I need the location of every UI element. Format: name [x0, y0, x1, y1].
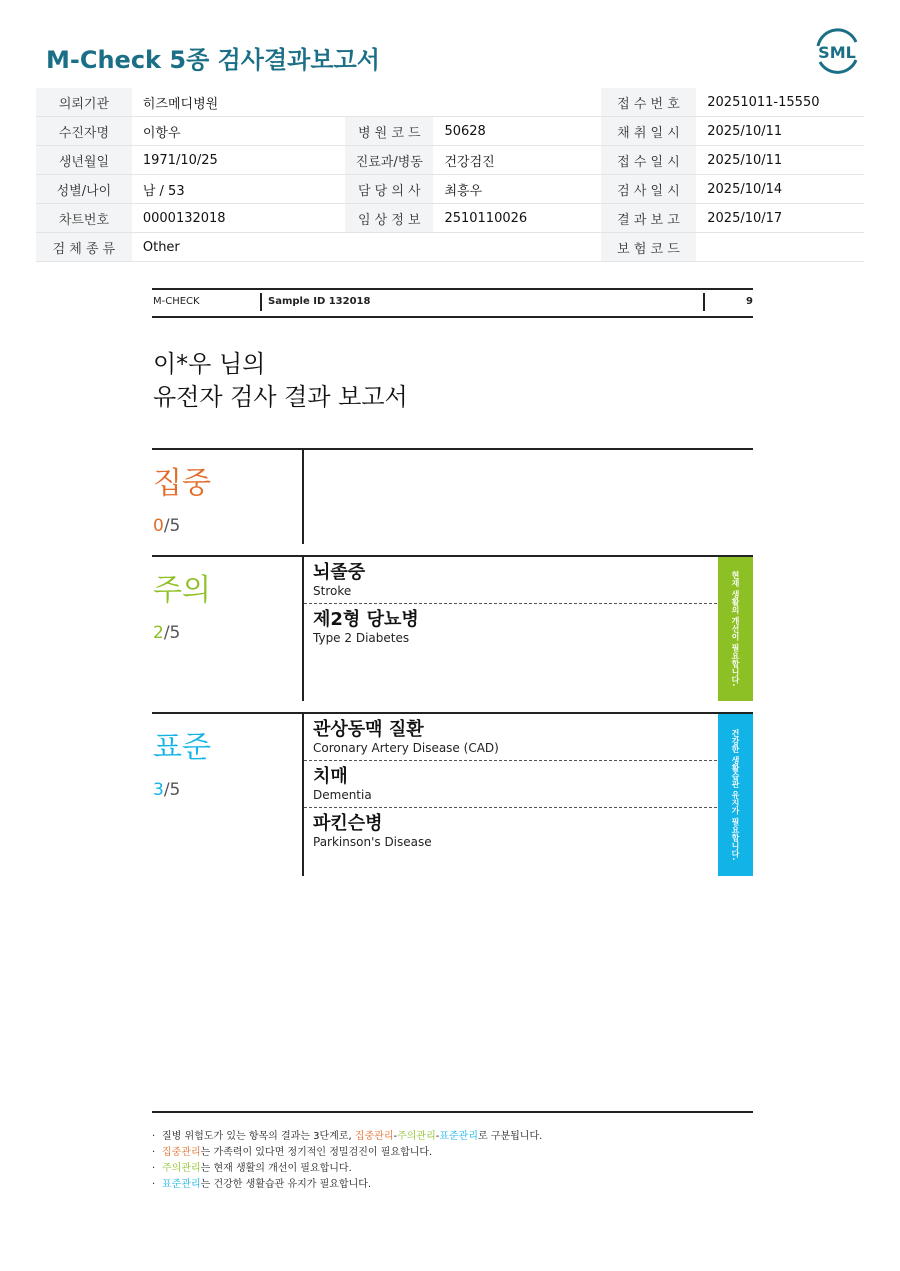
- info-value: [433, 233, 600, 262]
- section-standard: [152, 712, 753, 876]
- info-label: 성별/나이: [36, 175, 132, 204]
- info-value: 1971/10/25: [132, 146, 345, 175]
- risk-count: 2/5: [153, 623, 181, 643]
- notes: [152, 1111, 753, 1193]
- info-label: 접 수 번 호: [601, 88, 697, 117]
- note-2: · 집중관리는 가족력이 있다면 정기적인 정밀검진이 필요합니다.: [152, 1147, 433, 1158]
- risk-level-label: 표준: [153, 730, 211, 765]
- info-label: 검 체 종 류: [36, 233, 132, 262]
- info-label: 접 수 일 시: [601, 146, 697, 175]
- sml-logo: [812, 28, 862, 76]
- info-value: 2510110026: [433, 204, 600, 233]
- info-row: [36, 117, 864, 146]
- info-value: 20251011-15550: [696, 88, 864, 117]
- info-value: 50628: [433, 117, 600, 146]
- disease-item: [304, 761, 717, 808]
- advice-bar: 건강한 생활습관 유지가 필요합니다.: [718, 714, 753, 876]
- info-value: 2025/10/11: [696, 146, 864, 175]
- report-brand: M-CHECK: [153, 296, 200, 307]
- disease-item: [304, 604, 717, 650]
- risk-count: 3/5: [153, 780, 181, 800]
- sample-id: Sample ID 132018: [260, 293, 370, 311]
- info-label: [345, 88, 433, 117]
- note-4: · 표준관리는 건강한 생활습관 유지가 필요합니다.: [152, 1179, 372, 1190]
- info-label: 병 원 코 드: [345, 117, 433, 146]
- section-label-area: [152, 557, 304, 701]
- info-label: 진료과/병동: [345, 146, 433, 175]
- info-label: 수진자명: [36, 117, 132, 146]
- disease-item: [304, 808, 717, 854]
- disease-name-ko: 파킨슨병: [313, 813, 383, 834]
- info-row: [36, 146, 864, 175]
- disease-list: [304, 557, 717, 650]
- disease-name-en: Dementia: [313, 788, 372, 802]
- info-row: [36, 233, 864, 262]
- info-value: 2025/10/17: [696, 204, 864, 233]
- note-1: · 질병 위험도가 있는 항목의 결과는 3단계로, 집중관리-주의관리-표준관리로 구분됩니다.: [152, 1131, 543, 1142]
- info-label: 보 험 코 드: [601, 233, 697, 262]
- risk-level-label: 주의: [153, 573, 211, 608]
- info-row: [36, 88, 864, 117]
- report-header: [152, 288, 753, 318]
- risk-count: 0/5: [153, 516, 181, 536]
- disease-name-ko: 치매: [313, 766, 348, 787]
- info-label: 임 상 정 보: [345, 204, 433, 233]
- info-label: 결 과 보 고: [601, 204, 697, 233]
- note-3: · 주의관리는 현재 생활의 개선이 필요합니다.: [152, 1163, 352, 1174]
- risk-level-label: 집중: [153, 466, 211, 501]
- info-row: [36, 175, 864, 204]
- greeting-line-2: 유전자 검사 결과 보고서: [153, 383, 408, 411]
- info-label: 의뢰기관: [36, 88, 132, 117]
- report-greeting: [153, 348, 408, 414]
- info-label: 담 당 의 사: [345, 175, 433, 204]
- disease-name-ko: 제2형 당뇨병: [313, 609, 419, 630]
- advice-bar: 현재 생활의 개선이 필요합니다.: [718, 557, 753, 701]
- info-row: [36, 204, 864, 233]
- section-focus: [152, 448, 753, 544]
- page-title: M-Check 5종 검사결과보고서: [46, 46, 380, 74]
- info-value: 건강검진: [433, 146, 600, 175]
- disease-name-en: Type 2 Diabetes: [313, 631, 410, 645]
- disease-name-en: Parkinson's Disease: [313, 835, 432, 849]
- info-value: 2025/10/11: [696, 117, 864, 146]
- disease-name-en: Stroke: [313, 584, 352, 598]
- disease-item: [304, 557, 717, 604]
- info-label: 채 취 일 시: [601, 117, 697, 146]
- info-label: 생년월일: [36, 146, 132, 175]
- page-number: 9: [703, 293, 753, 311]
- info-label: 차트번호: [36, 204, 132, 233]
- info-value: [433, 88, 600, 117]
- svg-text:SML: SML: [818, 43, 856, 62]
- disease-name-en: Coronary Artery Disease (CAD): [313, 741, 499, 755]
- greeting-line-1: 이*우 님의: [153, 350, 266, 378]
- info-label: [345, 233, 433, 262]
- info-value: 히즈메디병원: [132, 88, 345, 117]
- info-value: [696, 233, 864, 262]
- patient-info-table: [36, 88, 864, 262]
- disease-list: [304, 714, 717, 854]
- info-value: 2025/10/14: [696, 175, 864, 204]
- section-label-area: [152, 450, 304, 544]
- disease-name-ko: 뇌졸중: [313, 562, 366, 583]
- disease-item: [304, 714, 717, 761]
- disease-name-ko: 관상동맥 질환: [313, 719, 424, 740]
- info-value: 0000132018: [132, 204, 345, 233]
- info-value: Other: [132, 233, 345, 262]
- info-value: 최흥우: [433, 175, 600, 204]
- info-value: 남 / 53: [132, 175, 345, 204]
- section-caution: [152, 555, 753, 701]
- info-value: 이항우: [132, 117, 345, 146]
- section-label-area: [152, 714, 304, 876]
- info-label: 검 사 일 시: [601, 175, 697, 204]
